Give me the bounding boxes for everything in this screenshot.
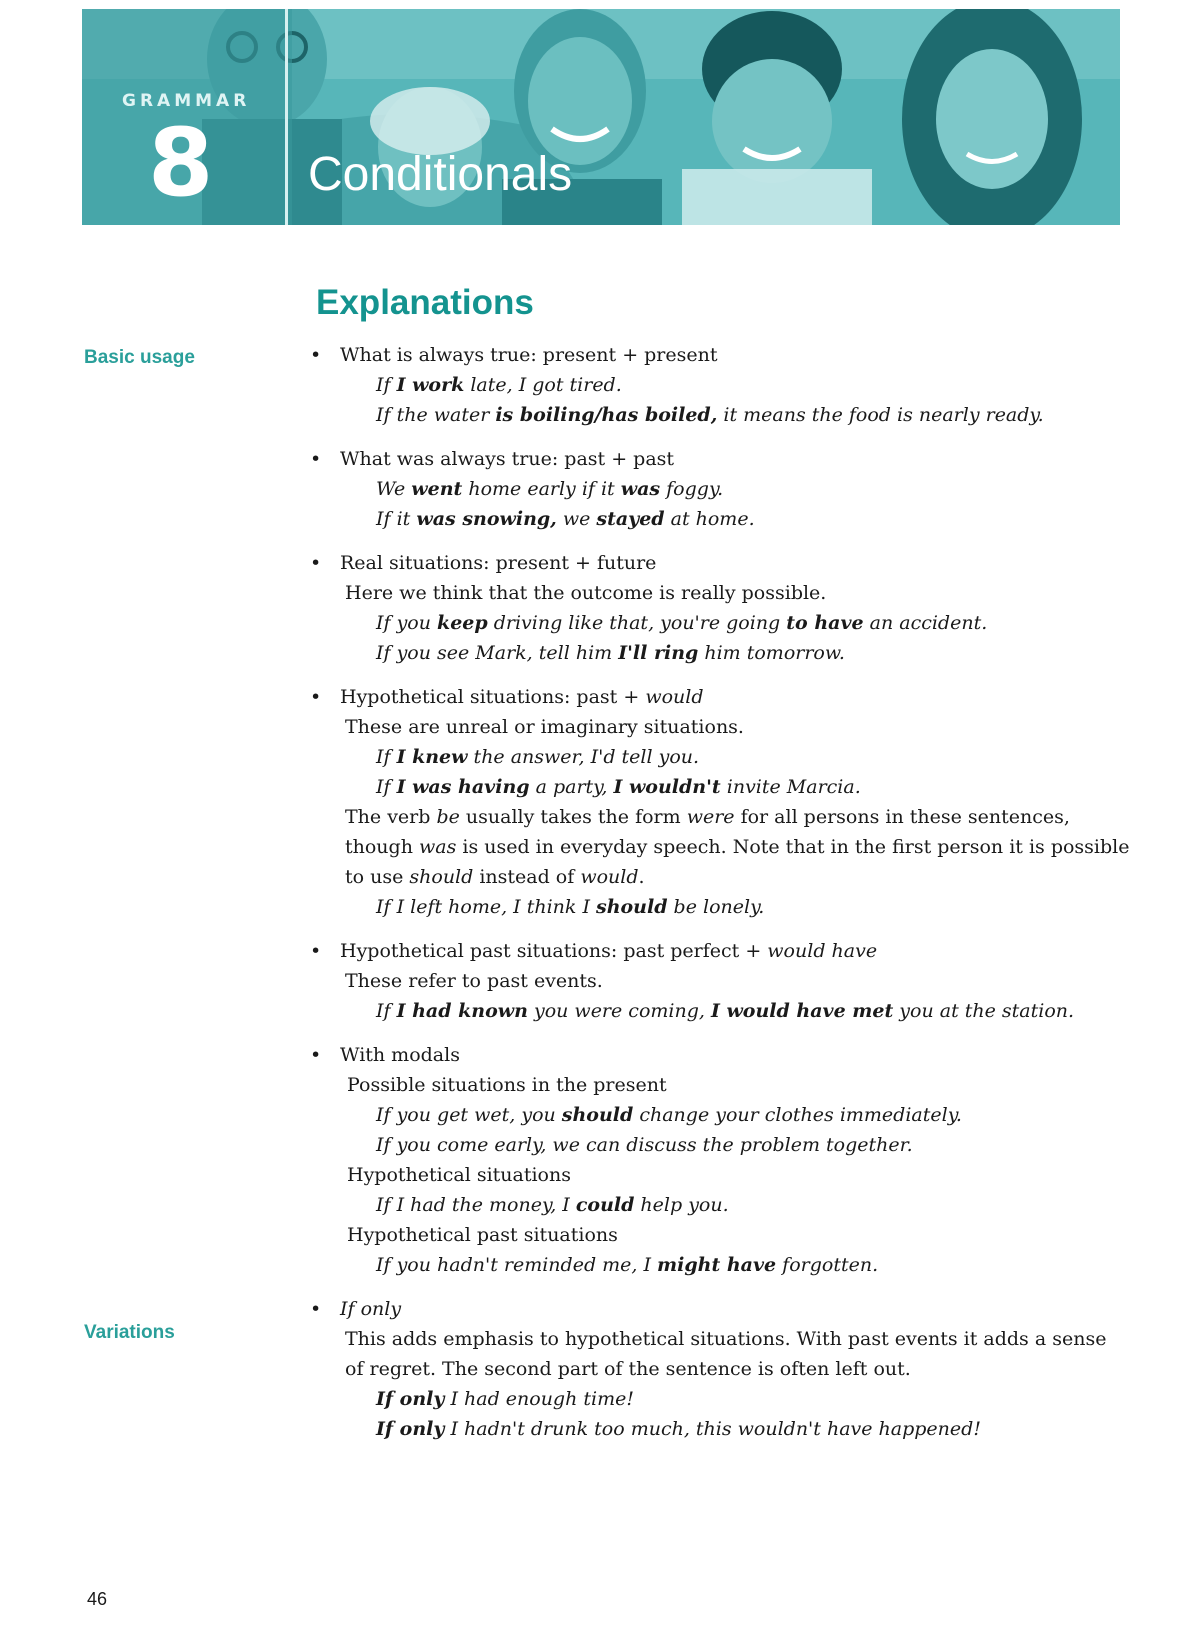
chapter-number: 8 bbox=[148, 109, 214, 218]
banner-divider bbox=[285, 9, 288, 225]
example-sentence: If you see Mark, tell him I'll ring him tomorrow. bbox=[376, 642, 845, 664]
bullet-icon: • bbox=[310, 940, 322, 962]
rule-title: • Hypothetical situations: past + would bbox=[310, 682, 1130, 712]
rule-description: These refer to past events. bbox=[345, 970, 603, 992]
rule-title: • Hypothetical past situations: past perfect + would have bbox=[310, 936, 1130, 966]
explanations-content bbox=[310, 340, 1130, 1458]
bullet-icon: • bbox=[310, 1298, 322, 1320]
example-sentence: If the water is boiling/has boiled, it means the food is nearly ready. bbox=[376, 404, 1044, 426]
example-sentence: If you come early, we can discuss the problem together. bbox=[376, 1134, 913, 1156]
rule-hypothetical-past bbox=[310, 936, 1130, 1026]
example-sentence: If I knew the answer, I'd tell you. bbox=[376, 746, 700, 768]
rule-title: • With modals bbox=[310, 1040, 1130, 1070]
rule-subheading: Hypothetical situations bbox=[347, 1164, 571, 1186]
rule-title: • Real situations: present + future bbox=[310, 548, 1130, 578]
rule-subheading: Possible situations in the present bbox=[347, 1074, 667, 1096]
bullet-icon: • bbox=[310, 1044, 322, 1066]
chapter-banner bbox=[82, 9, 1120, 225]
example-sentence: If I work late, I got tired. bbox=[376, 374, 622, 396]
chapter-title: Conditionals bbox=[308, 148, 573, 201]
example-sentence: If I left home, I think I should be lonely. bbox=[376, 896, 765, 918]
rule-description: These are unreal or imaginary situations. bbox=[345, 716, 744, 738]
example-sentence: If only I had enough time! bbox=[376, 1388, 634, 1410]
rule-was-always-true bbox=[310, 444, 1130, 534]
example-sentence: If you keep driving like that, you're going to have an accident. bbox=[376, 612, 988, 634]
example-sentence: If you get wet, you should change your clothes immediately. bbox=[376, 1104, 962, 1126]
rule-hypothetical bbox=[310, 682, 1130, 922]
rule-description: This adds emphasis to hypothetical situations. With past events it adds a sense of regret. The second part of the sentence is often left out. bbox=[345, 1328, 1107, 1380]
grammar-label: GRAMMAR bbox=[122, 91, 251, 111]
side-label-basic-usage: Basic usage bbox=[84, 347, 195, 368]
bullet-icon: • bbox=[310, 552, 322, 574]
example-sentence: If you hadn't reminded me, I might have forgotten. bbox=[376, 1254, 879, 1276]
section-heading: Explanations bbox=[316, 283, 534, 322]
rule-if-only bbox=[310, 1294, 1130, 1444]
example-sentence: If I was having a party, I wouldn't invite Marcia. bbox=[376, 776, 861, 798]
bullet-icon: • bbox=[310, 344, 322, 366]
example-sentence: If I had known you were coming, I would have met you at the station. bbox=[376, 1000, 1075, 1022]
rule-always-true bbox=[310, 340, 1130, 430]
rule-title: • What is always true: present + present bbox=[310, 340, 1130, 370]
rule-description: Here we think that the outcome is really possible. bbox=[345, 582, 827, 604]
rule-note: The verb be usually takes the form were for all persons in these sentences, though was is used in everyday speech. Note that in the first person it is possible to use should instead of would. bbox=[345, 806, 1130, 888]
bullet-icon: • bbox=[310, 686, 322, 708]
example-sentence: If it was snowing, we stayed at home. bbox=[376, 508, 755, 530]
example-sentence: We went home early if it was foggy. bbox=[376, 478, 724, 500]
rule-title: • What was always true: past + past bbox=[310, 444, 1130, 474]
page-number: 46 bbox=[87, 1589, 108, 1609]
banner-photo bbox=[82, 9, 1120, 225]
rule-subheading: Hypothetical past situations bbox=[347, 1224, 618, 1246]
rule-title: • If only bbox=[310, 1294, 1130, 1324]
rule-with-modals bbox=[310, 1040, 1130, 1280]
example-sentence: If I had the money, I could help you. bbox=[376, 1194, 729, 1216]
side-label-variations: Variations bbox=[84, 1322, 175, 1343]
bullet-icon: • bbox=[310, 448, 322, 470]
rule-real-situations bbox=[310, 548, 1130, 668]
example-sentence: If only I hadn't drunk too much, this wouldn't have happened! bbox=[376, 1418, 981, 1440]
